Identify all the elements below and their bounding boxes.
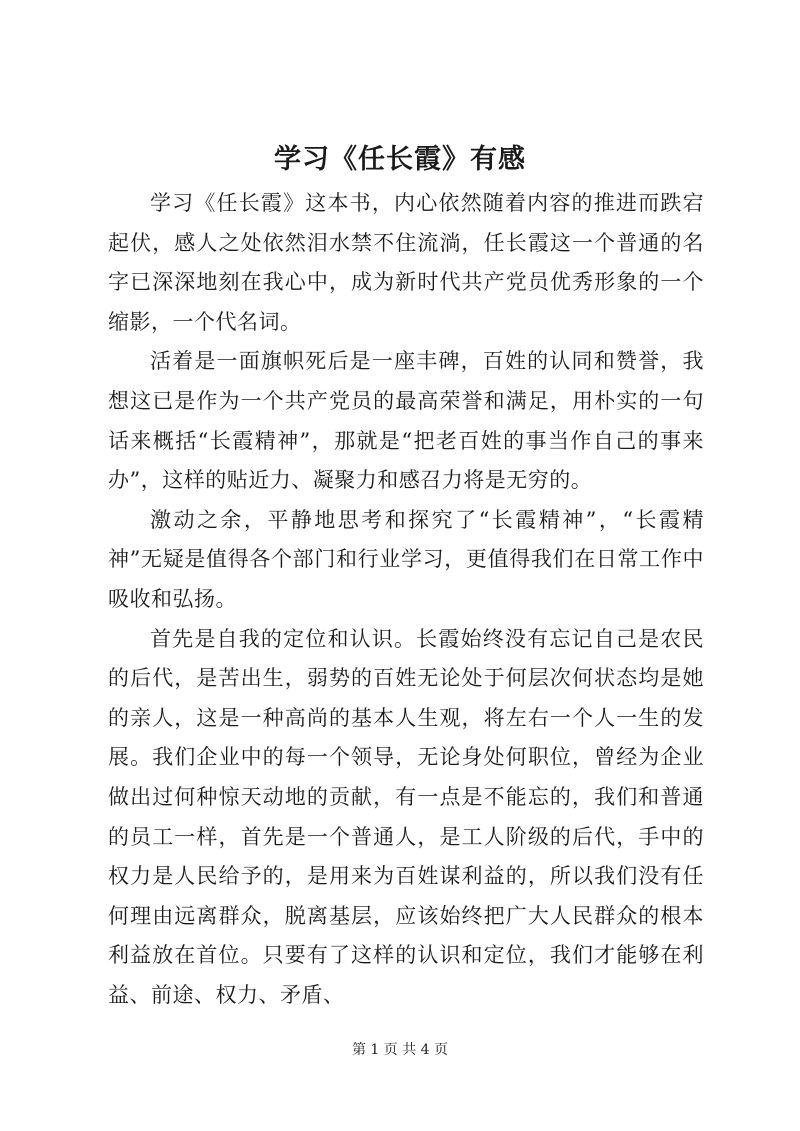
paragraph-2: 活着是一面旗帜死后是一座丰碑，百姓的认同和赞誉，我想这已是作为一个共产党员的最高荣誉和满足，用朴实的一句话来概括“长霞精神”，那就是“把老百姓的事当作自己的事来办”，这样的贴近力、凝聚力和感召力将是无穷的。	[108, 349, 704, 493]
page-footer: 第 1 页 共 4 页	[351, 1042, 449, 1058]
paragraph-4: 首先是自我的定位和认识。长霞始终没有忘记自己是农民的后代，是苦出生，弱势的百姓无论处于何层次何状态均是她的亲人，这是一种高尚的基本人生观，将左右一个人一生的发展。我们企业中的每一个领导，无论身处何职位，曾经为企业做出过何种惊天动地的贡献，有一点是不能忘的，我们和普通的员工一样，首先是一个普通人，是工人阶级的后代，手中的权力是人民给予的，是用来为百姓谋利益的，所以我们没有任何理由远离群众，脱离基层，应该始终把广大人民群众的根本利益放在首位。只要有了这样的认识和定位，我们才能够在利益、前途、权力、矛盾、	[108, 626, 704, 1007]
page-title: 学习《任长霞》有感	[274, 144, 526, 175]
paragraph-3: 激动之余，平静地思考和探究了“长霞精神”，“长霞精神”无疑是值得各个部门和行业学习，更值得我们在日常工作中吸收和弘扬。	[108, 507, 704, 611]
paragraph-1: 学习《任长霞》这本书，内心依然随着内容的推进而跌宕起伏，感人之处依然泪水禁不住流淌，任长霞这一个普通的名字已深深地刻在我心中，成为新时代共产党员优秀形象的一个缩影，一个代名词。	[108, 191, 704, 334]
document-body	[108, 184, 704, 1015]
